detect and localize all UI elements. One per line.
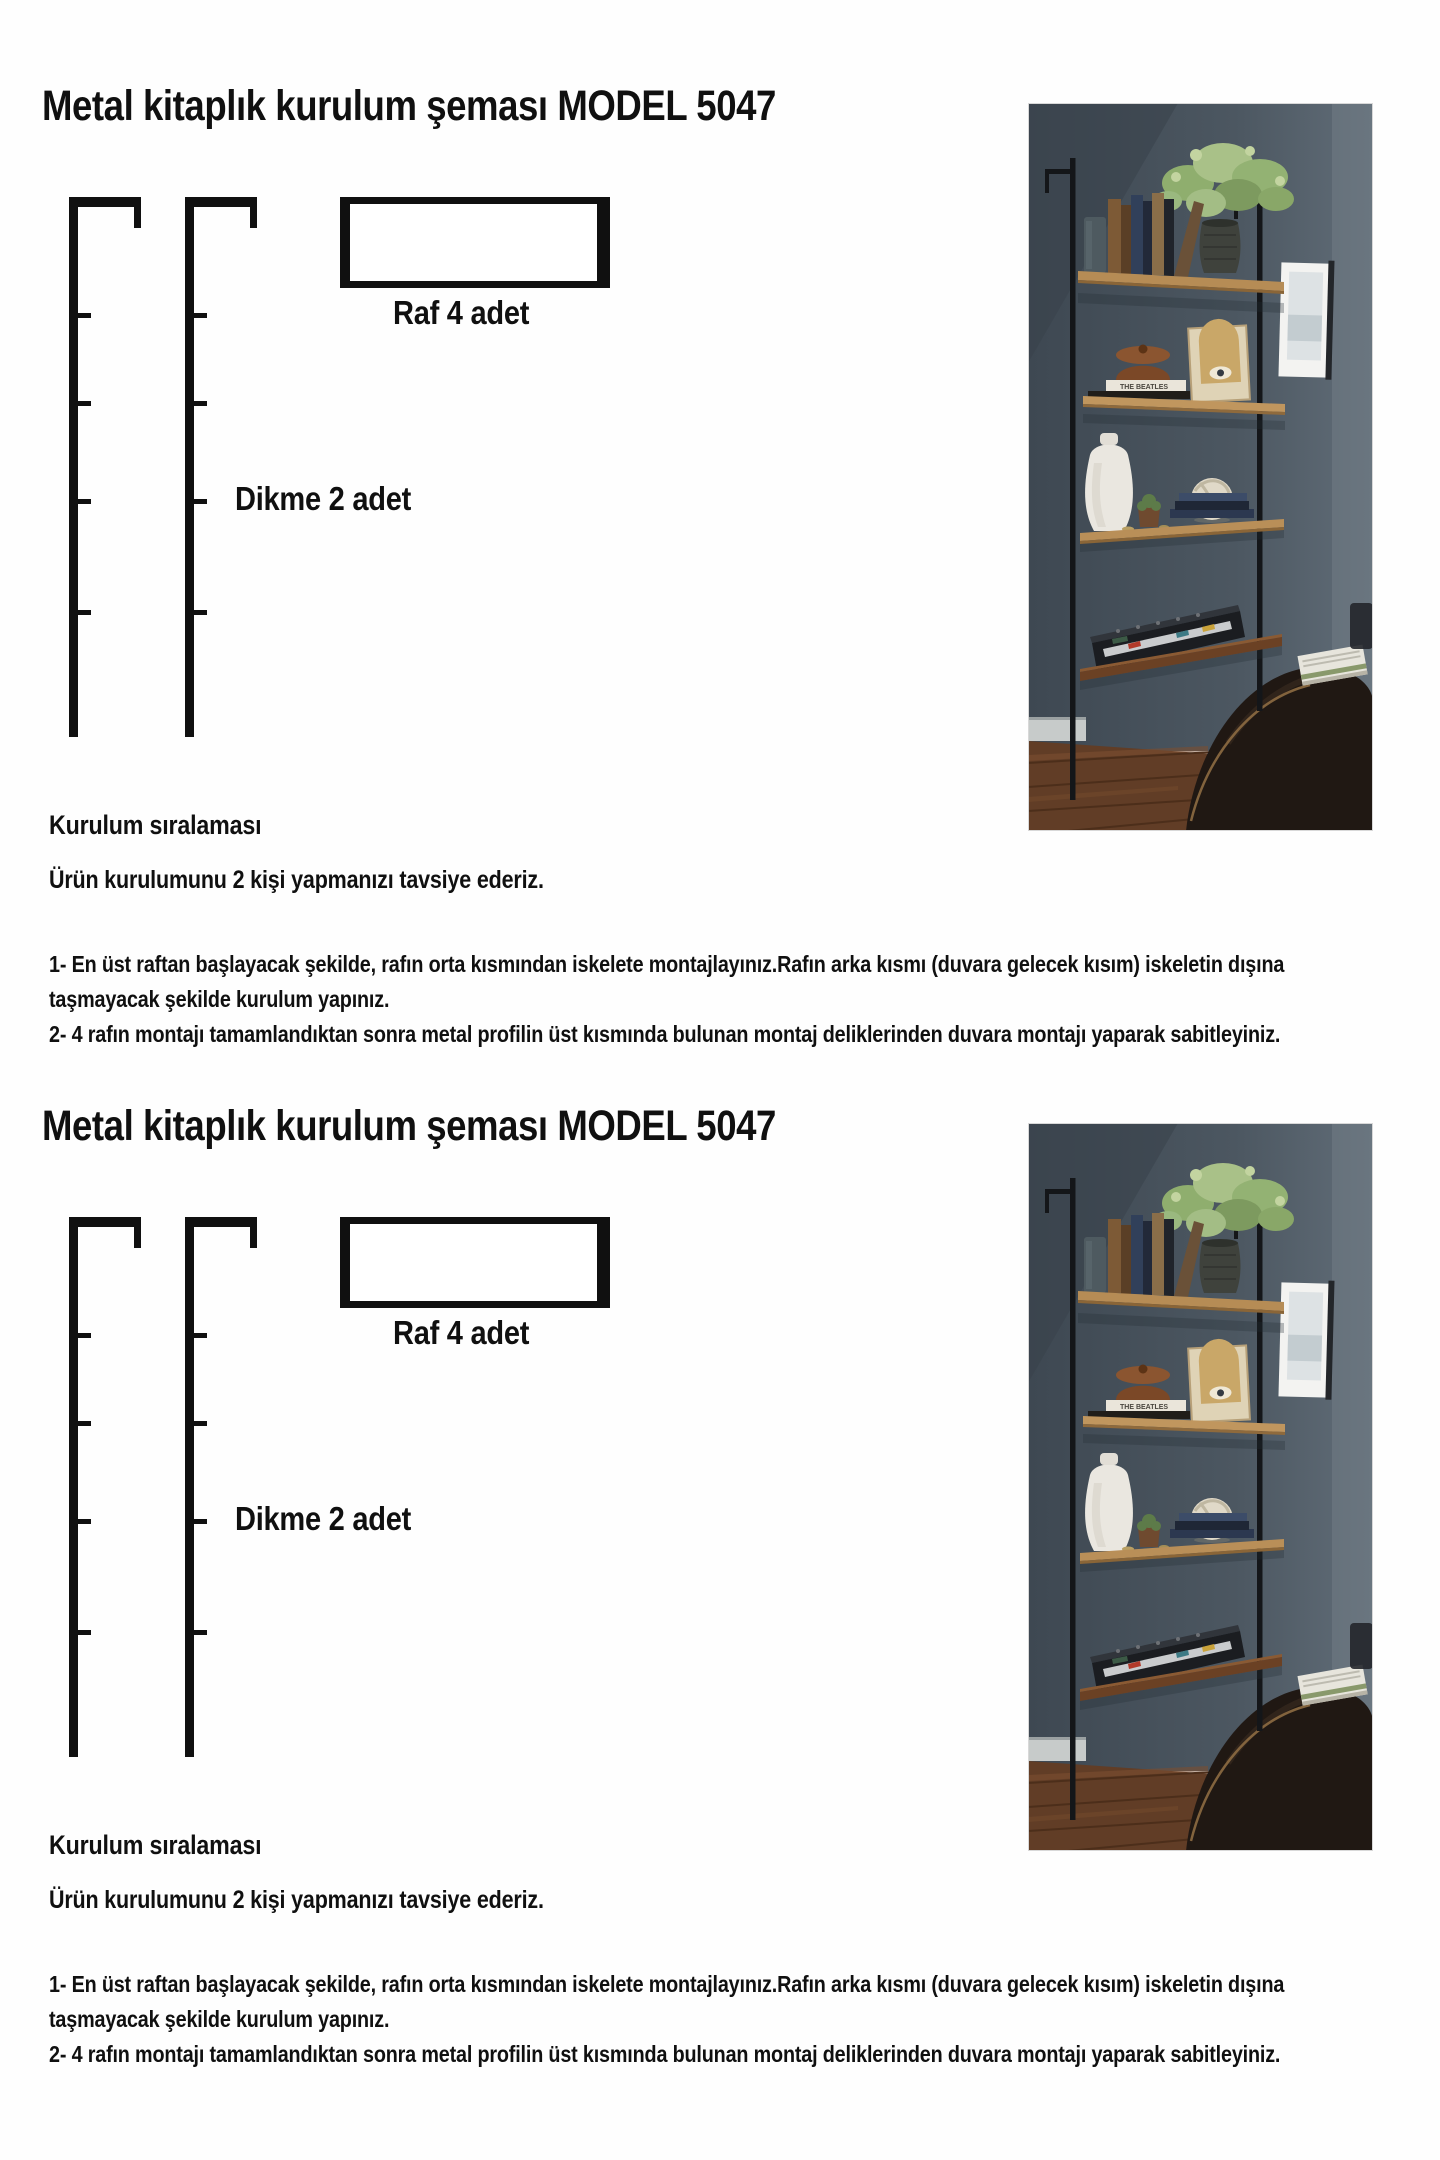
plant-vase <box>1200 219 1241 273</box>
upright-post <box>185 197 194 737</box>
shelf-bracket-tick <box>78 499 91 504</box>
assembly-step-line-1: 1- En üst raftan başlayacak şekilde, rafın orta kısmından iskelete montajlayınız.Rafın arka kısmı (duvara gelecek kısım) iskeletin dışına <box>49 951 1285 977</box>
shelf-bracket-tick <box>78 1421 91 1426</box>
leaning-art-frame <box>1188 317 1250 402</box>
upright-post <box>69 197 78 737</box>
assembly-order-heading: Kurulum sıralaması <box>49 810 262 840</box>
shelf-bracket-tick <box>194 313 207 318</box>
assembly-step-line-2: taşmayacak şekilde kurulum yapınız. <box>49 986 390 1012</box>
assembly-step-line-3: 2- 4 rafın montajı tamamlandıktan sonra metal profilin üst kısmında bulunan montaj deliklerinden duvara montajı yaparak sabitleyiniz. <box>49 1021 1281 1047</box>
shelf-bracket-tick <box>78 610 91 615</box>
shelf-bracket-tick <box>194 1630 207 1635</box>
upright-arm-hook <box>134 1217 141 1248</box>
assembly-step-line-3: 2- 4 rafın montajı tamamlandıktan sonra metal profilin üst kısmında bulunan montaj deliklerinden duvara montajı yaparak sabitleyiniz. <box>49 2041 1281 2067</box>
shelf-bracket-tick <box>194 1421 207 1426</box>
white-picture-frame <box>1278 259 1334 379</box>
sheet-copy-1 <box>0 0 1440 1047</box>
shelf-bracket-tick <box>194 1519 207 1524</box>
upright-diagram-1 <box>69 197 149 737</box>
shelf-bracket-tick <box>78 401 91 406</box>
upright-arm-hook <box>250 197 257 228</box>
shelf-panel-diagram <box>340 197 610 288</box>
shelf-count-label: Raf 4 adet <box>393 294 530 331</box>
assembly-step-line-1: 1- En üst raftan başlayacak şekilde, rafın orta kısmından iskelete montajlayınız.Rafın arka kısmı (duvara gelecek kısım) iskeletin dışına <box>49 1971 1285 1997</box>
chair-arm <box>1350 603 1373 649</box>
two-person-recommendation: Ürün kurulumunu 2 kişi yapmanızı tavsiye ederiz. <box>49 866 544 894</box>
svg-text:THE BEATLES: THE BEATLES <box>1120 1404 1169 1411</box>
shelf-bracket-tick <box>194 401 207 406</box>
shelf-bracket-tick <box>78 1519 91 1524</box>
two-person-recommendation: Ürün kurulumunu 2 kişi yapmanızı tavsiye ederiz. <box>49 1886 544 1914</box>
upright-top-arm <box>69 197 141 207</box>
shelf-bracket-tick <box>194 499 207 504</box>
upright-diagram-2 <box>185 1217 265 1757</box>
upright-top-arm <box>69 1217 141 1227</box>
upright-top-arm <box>185 197 257 207</box>
shelf-count-label: Raf 4 adet <box>393 1314 530 1351</box>
baseboard <box>1028 1737 1086 1761</box>
upright-arm-hook <box>250 1217 257 1248</box>
upright-arm-hook <box>134 197 141 228</box>
upright-diagram-1 <box>69 1217 149 1757</box>
assembly-step-line-2: taşmayacak şekilde kurulum yapınız. <box>49 2006 390 2032</box>
page-title: Metal kitaplık kurulum şeması MODEL 5047 <box>42 82 776 130</box>
upright-count-label: Dikme 2 adet <box>235 480 411 517</box>
plant-vase <box>1200 1239 1241 1293</box>
sheet-copy-2 <box>0 1020 1440 2160</box>
upright-diagram-2 <box>185 197 265 737</box>
baseboard <box>1028 717 1086 741</box>
upright-top-arm <box>185 1217 257 1227</box>
white-picture-frame <box>1278 1279 1334 1399</box>
upright-post <box>185 1217 194 1757</box>
product-photo <box>1028 1123 1373 1851</box>
upright-post <box>69 1217 78 1757</box>
chair-arm <box>1350 1623 1373 1669</box>
shelf-bracket-tick <box>78 1333 91 1338</box>
svg-text:THE BEATLES: THE BEATLES <box>1120 384 1169 391</box>
product-photo <box>1028 103 1373 831</box>
shelf-bracket-tick <box>78 313 91 318</box>
assembly-order-heading: Kurulum sıralaması <box>49 1830 262 1860</box>
leaning-art-frame <box>1188 1337 1250 1422</box>
shelf-bracket-tick <box>194 1333 207 1338</box>
page-title: Metal kitaplık kurulum şeması MODEL 5047 <box>42 1102 776 1150</box>
shelf-bracket-tick <box>194 610 207 615</box>
upright-count-label: Dikme 2 adet <box>235 1500 411 1537</box>
assembly-steps <box>49 1967 1284 2072</box>
shelf-bracket-tick <box>78 1630 91 1635</box>
shelf-panel-diagram <box>340 1217 610 1308</box>
